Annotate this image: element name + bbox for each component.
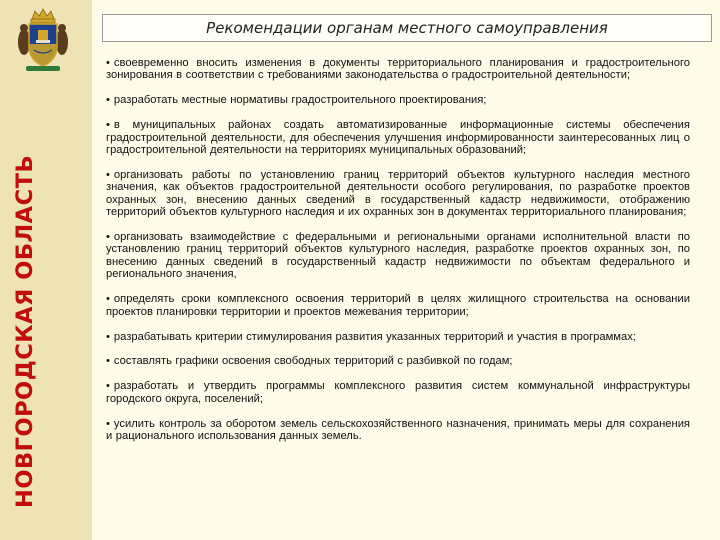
list-item-text: определять сроки комплексного освоения территорий в целях жилищного строительства на основании проектов планировки территории и проектов межевания территории;: [106, 293, 690, 318]
list-item: [106, 94, 690, 106]
page-title: [102, 14, 712, 42]
bullet-icon: •: [106, 380, 110, 393]
bullet-icon: •: [106, 231, 110, 244]
list-item: [106, 293, 690, 318]
list-item: [106, 57, 690, 82]
bullet-icon: •: [106, 417, 110, 430]
bullet-icon: •: [106, 57, 110, 69]
list-item-text: составлять графики освоения свободных территорий с разбивкой по годам;: [113, 355, 513, 368]
bullet-icon: •: [106, 330, 110, 343]
list-item: [106, 380, 690, 405]
list-item-text: организовать взаимодействие с федеральными и региональными органами исполнительной власти по установлению границ территорий объектов культурного наследия, разработке проектов охранных зон, по внесению данных сведений в государственный кадастр недвижимости по объектам федерального и регионального значения,: [106, 231, 690, 281]
list-item: [106, 331, 690, 343]
list-item: [106, 119, 690, 156]
list-item: [106, 231, 690, 281]
list-item-text: разработать местные нормативы градостроительного проектирования;: [113, 94, 487, 107]
list-item: [106, 355, 690, 367]
sidebar: [0, 0, 92, 540]
list-item-text: усилить контроль за оборотом земель сельскохозяйственного назначения, принимать меры для сохранения и рационального использования данных земель.: [106, 417, 690, 443]
bullet-icon: •: [106, 119, 110, 132]
list-item-text: разрабатывать критерии стимулирования развития указанных территорий и участия в программах;: [113, 330, 636, 343]
page-title-text: Рекомендации органам местного самоуправления: [206, 19, 608, 37]
list-item-text: в муниципальных районах создать автоматизированные информационные системы обеспечения градостроительной деятельности, для обеспечения улучшения информированности заинтересованных лиц о градостроительной деятельности на территориях муниципальных образований;: [106, 119, 690, 157]
coat-of-arms-icon: [16, 6, 70, 74]
list-item-text: своевременно вносить изменения в документы территориального планирования и градостроительного зонирования в соответствии с требованиями законодательства о градостроительной деятельности;: [106, 57, 690, 82]
bullet-icon: •: [106, 168, 110, 181]
region-title: НОВГОРОДСКАЯ ОБЛАСТЬ: [12, 154, 38, 508]
list-item: [106, 169, 690, 219]
list-item: [106, 418, 690, 443]
list-item-text: разработать и утвердить программы комплексного развития систем коммунальной инфраструктуры городского округа, поселений;: [106, 380, 690, 405]
bullet-icon: •: [106, 355, 110, 368]
bullet-icon: •: [106, 94, 110, 107]
bullet-icon: •: [106, 293, 110, 306]
recommendations-list: [106, 57, 690, 442]
list-item-text: организовать работы по установлению границ территорий объектов культурного наследия местного значения, как объектов градостроительной деятельности особого регулирования, по разработке проектов охранных зон, внесению данных сведений в государственный кадастр недвижимости, отображению территорий объектов культурного наследия и их охранных зон в документах территориального планирования;: [106, 168, 690, 219]
